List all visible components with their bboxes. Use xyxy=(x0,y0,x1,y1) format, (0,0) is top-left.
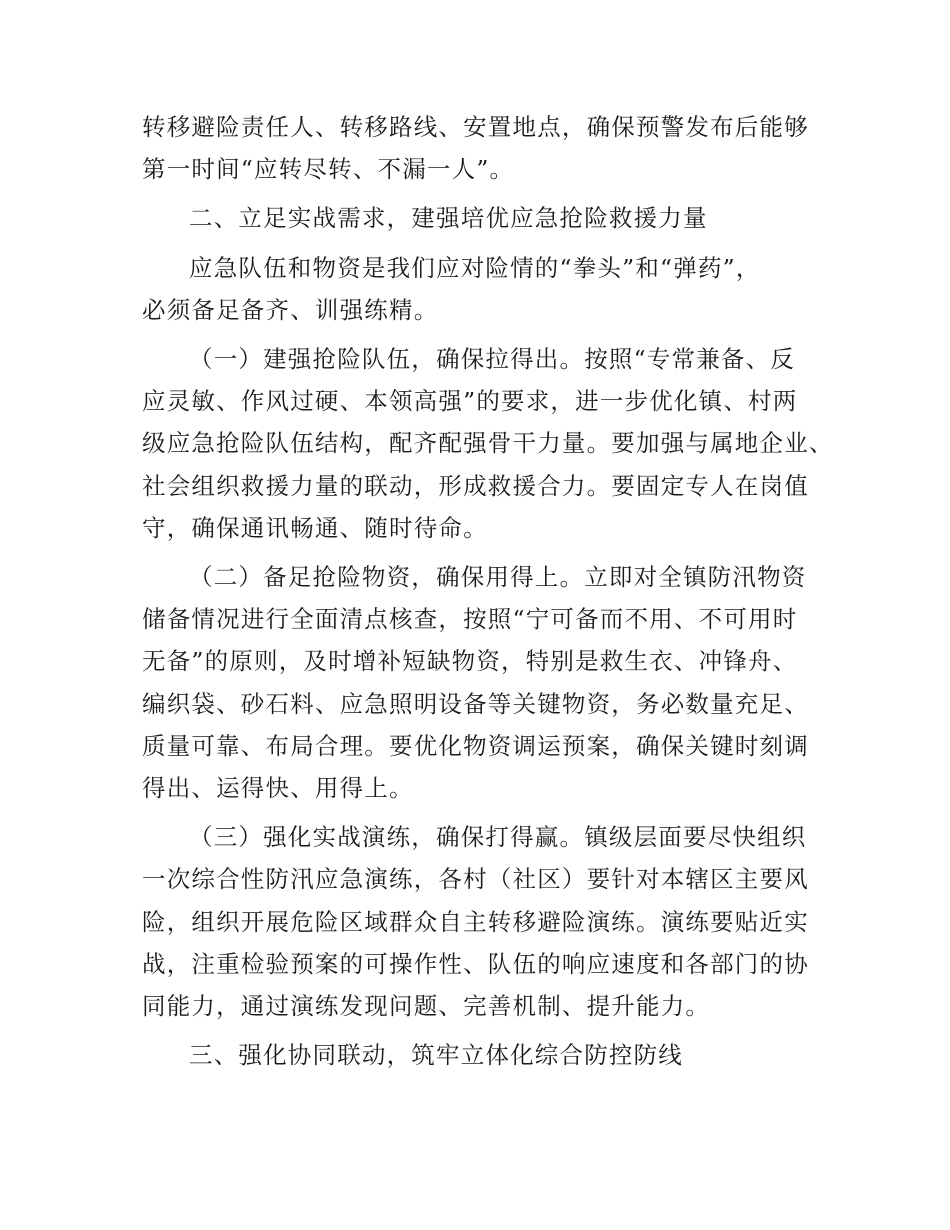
text-line: 战，注重检验预案的可操作性、队伍的响应速度和各部门的协 xyxy=(142,949,809,978)
text-line: 守，确保通讯畅通、随时待命。 xyxy=(142,513,488,542)
text-line: （三）强化实战演练，确保打得赢。镇级层面要尽快组织 xyxy=(189,823,807,852)
text-line: 储备情况进行全面清点核查，按照“宁可备而不用、不可用时 xyxy=(142,605,798,634)
text-line: 转移避险责任人、转移路线、安置地点，确保预警发布后能够 xyxy=(142,113,809,141)
text-line: 险，组织开展危险区域群众自主转移避险演练。演练要贴近实 xyxy=(142,907,809,936)
heading-text: 二、立足实战需求，建强培优应急抢险救援力量 xyxy=(189,204,708,233)
paragraph-continuation xyxy=(142,106,832,190)
paragraph-item-1 xyxy=(142,338,832,549)
text-line: 必须备足备齐、训强练精。 xyxy=(142,295,439,324)
text-line: 无备”的原则，及时增补短缺物资，特别是救生衣、冲锋舟、 xyxy=(142,647,798,676)
text-line: 级应急抢险队伍结构，配齐配强骨干力量。要加强与属地企业、 xyxy=(142,429,834,458)
text-line: 第一时间“应转尽转、不漏一人”。 xyxy=(142,155,515,184)
paragraph-item-3 xyxy=(142,816,832,1027)
text-line: （一）建强抢险队伍，确保拉得出。按照“专常兼备、反 xyxy=(189,345,796,374)
text-line: 同能力，通过演练发现问题、完善机制、提升能力。 xyxy=(142,992,711,1021)
text-line: 编织袋、砂石料、应急照明设备等关键物资，务必数量充足、 xyxy=(142,689,809,718)
section-heading-3 xyxy=(142,1034,832,1076)
heading-text: 三、强化协同联动，筑牢立体化综合防控防线 xyxy=(189,1041,683,1070)
text-line: 得出、运得快、用得上。 xyxy=(142,774,414,803)
document-body xyxy=(142,106,832,1083)
text-line: 社会组织救援力量的联动，形成救援合力。要固定专人在岗值 xyxy=(142,471,809,500)
paragraph-intro xyxy=(142,247,832,331)
text-line: 一次综合性防汛应急演练，各村（社区）要针对本辖区主要风 xyxy=(142,865,809,894)
paragraph-item-2 xyxy=(142,556,832,809)
text-line: 应灵敏、作风过硬、本领高强”的要求，进一步优化镇、村两 xyxy=(142,387,798,416)
section-heading-2 xyxy=(142,197,832,239)
text-line: 应急队伍和物资是我们应对险情的“拳头”和“弹药”， xyxy=(189,253,761,282)
text-line: （二）备足抢险物资，确保用得上。立即对全镇防汛物资 xyxy=(189,563,807,592)
text-line: 质量可靠、布局合理。要优化物资调运预案，确保关键时刻调 xyxy=(142,731,809,760)
